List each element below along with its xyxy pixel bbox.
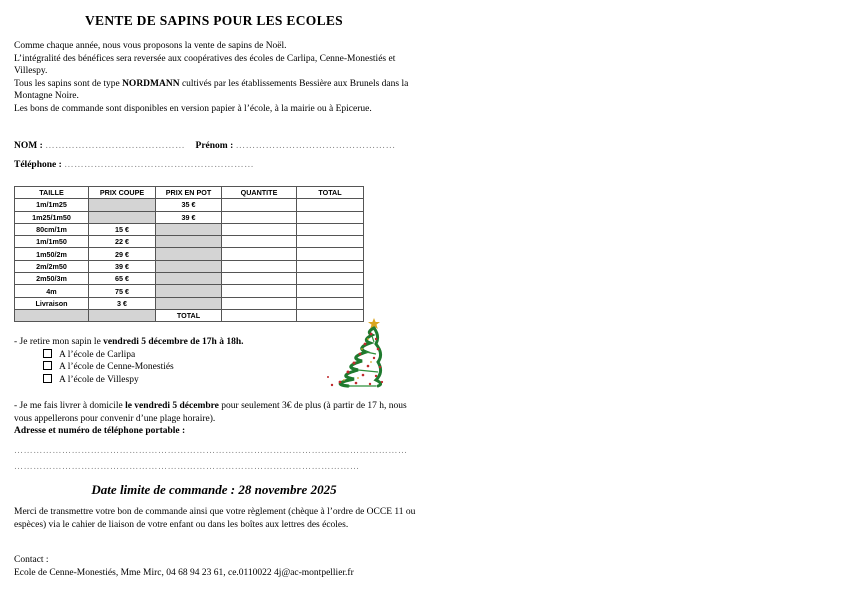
cell-total-quantite[interactable] bbox=[222, 309, 297, 321]
closing-text: Merci de transmettre votre bon de commande ainsi que votre règlement (chèque à l’ordre de OCCE 11 ou espèces) via le cahier de liaison de votre enfant ou dans les boîtes aux lettres des écoles. bbox=[14, 507, 416, 530]
cell-taille: 2m50/3m bbox=[15, 273, 89, 285]
cell-quantite[interactable] bbox=[222, 273, 297, 285]
contact-section bbox=[14, 554, 434, 579]
tel-field[interactable]: ………………………………………………… bbox=[64, 160, 255, 170]
cell-coupe: 3 € bbox=[89, 297, 156, 309]
pickup-date: vendredi 5 décembre de 17h à 18h. bbox=[103, 337, 244, 347]
cell-quantite[interactable] bbox=[222, 248, 297, 260]
delivery-date: le vendredi 5 décembre bbox=[125, 401, 219, 411]
cell-quantite[interactable] bbox=[222, 285, 297, 297]
cell-coupe: 29 € bbox=[89, 248, 156, 260]
intro-line-1: Comme chaque année, nous vous proposons la vente de sapins de Noël. bbox=[14, 41, 287, 51]
checkbox-icon[interactable] bbox=[43, 374, 52, 383]
order-table bbox=[14, 186, 364, 322]
checkbox-icon[interactable] bbox=[43, 349, 52, 358]
table-header-row bbox=[15, 187, 364, 199]
table-row bbox=[15, 260, 364, 272]
intro-line-2: L’intégralité des bénéfices sera reversée aux coopératives des écoles de Carlipa, Cenne-Monestiés et Villespy. bbox=[14, 53, 396, 77]
nom-label: NOM : bbox=[14, 141, 43, 151]
cell-empty bbox=[15, 309, 89, 321]
delivery-line bbox=[14, 400, 414, 425]
cell-taille: 4m bbox=[15, 285, 89, 297]
cell-coupe: 65 € bbox=[89, 273, 156, 285]
name-row bbox=[14, 141, 396, 151]
christmas-tree-icon bbox=[318, 314, 386, 390]
address-label bbox=[14, 425, 414, 438]
phone-row bbox=[14, 160, 254, 170]
cell-pot: 35 € bbox=[156, 199, 222, 211]
cell-quantite[interactable] bbox=[222, 260, 297, 272]
table-row bbox=[15, 248, 364, 260]
cell-total[interactable] bbox=[297, 285, 364, 297]
contact-label: Contact : bbox=[14, 555, 49, 565]
delivery-post: pour seulement 3€ de plus (à partir de 17 h, nous vous appellerons pour convenir d’une plage horaire). bbox=[14, 401, 407, 424]
cell-empty bbox=[89, 309, 156, 321]
cell-pot: 39 € bbox=[156, 211, 222, 223]
checkbox-icon[interactable] bbox=[43, 361, 52, 370]
table-row bbox=[15, 273, 364, 285]
cell-total[interactable] bbox=[297, 211, 364, 223]
cell-total[interactable] bbox=[297, 236, 364, 248]
table-row bbox=[15, 285, 364, 297]
intro-line-3 bbox=[14, 78, 414, 103]
cell-quantite[interactable] bbox=[222, 199, 297, 211]
intro-line-3-post: cultivés par les établissements Bessière aux Brunels dans la Montagne Noire. bbox=[14, 78, 409, 102]
header-total: TOTAL bbox=[297, 187, 364, 199]
cell-coupe: 39 € bbox=[89, 260, 156, 272]
header-quantite: QUANTITE bbox=[222, 187, 297, 199]
intro-text bbox=[14, 40, 414, 116]
cell-pot bbox=[156, 223, 222, 235]
cell-taille: Livraison bbox=[15, 297, 89, 309]
deadline-heading: Date limite de commande : 28 novembre 2025 bbox=[91, 482, 337, 497]
page-title: VENTE DE SAPINS POUR LES ECOLES bbox=[85, 13, 343, 28]
intro-line-3-pre: Tous les sapins sont de type bbox=[14, 78, 123, 89]
header-prix-pot: PRIX EN POT bbox=[156, 187, 222, 199]
prenom-field[interactable]: ………………………………………… bbox=[235, 141, 396, 151]
table-row bbox=[15, 297, 364, 309]
header-prix-coupe: PRIX COUPE bbox=[89, 187, 156, 199]
nordmann-label: NORDMANN bbox=[122, 78, 180, 89]
cell-taille: 1m/1m25 bbox=[15, 199, 89, 211]
cell-total[interactable] bbox=[297, 297, 364, 309]
prenom-label: Prénom : bbox=[195, 141, 234, 151]
cell-coupe bbox=[89, 211, 156, 223]
cell-pot bbox=[156, 260, 222, 272]
cell-taille: 1m50/2m bbox=[15, 248, 89, 260]
cell-quantite[interactable] bbox=[222, 223, 297, 235]
cell-taille: 1m25/1m50 bbox=[15, 211, 89, 223]
table-row bbox=[15, 211, 364, 223]
cell-total[interactable] bbox=[297, 248, 364, 260]
option-label: A l’école de Carlipa bbox=[59, 349, 136, 360]
option-label: A l’école de Villespy bbox=[59, 374, 139, 385]
nom-field[interactable]: …………………………………… bbox=[45, 141, 186, 151]
cell-quantite[interactable] bbox=[222, 211, 297, 223]
address-field-1[interactable]: …………………………………………………………………………………………………………… bbox=[14, 445, 408, 455]
cell-taille: 1m/1m50 bbox=[15, 236, 89, 248]
cell-coupe: 15 € bbox=[89, 223, 156, 235]
table-row bbox=[15, 199, 364, 211]
pickup-pre: - Je retire mon sapin le bbox=[14, 337, 104, 347]
address-label-text: Adresse et numéro de téléphone portable : bbox=[14, 426, 186, 437]
table-row bbox=[15, 223, 364, 235]
cell-coupe bbox=[89, 199, 156, 211]
cell-pot bbox=[156, 248, 222, 260]
delivery-section bbox=[14, 400, 414, 438]
address-field-2[interactable]: ……………………………………………………………………………………………… bbox=[14, 461, 360, 471]
cell-coupe: 75 € bbox=[89, 285, 156, 297]
cell-pot bbox=[156, 297, 222, 309]
cell-pot bbox=[156, 236, 222, 248]
table-row bbox=[15, 236, 364, 248]
cell-quantite[interactable] bbox=[222, 236, 297, 248]
cell-total[interactable] bbox=[297, 273, 364, 285]
cell-taille: 2m/2m50 bbox=[15, 260, 89, 272]
intro-line-4: Les bons de commande sont disponibles en version papier à l’école, à la mairie ou à Epicerue. bbox=[14, 103, 372, 114]
cell-taille: 80cm/1m bbox=[15, 223, 89, 235]
cell-coupe: 22 € bbox=[89, 236, 156, 248]
header-taille: TAILLE bbox=[15, 187, 89, 199]
cell-total[interactable] bbox=[297, 260, 364, 272]
table-total-row bbox=[15, 309, 364, 321]
delivery-pre: - Je me fais livrer à domicile bbox=[14, 401, 126, 411]
cell-quantite[interactable] bbox=[222, 297, 297, 309]
contact-text: Ecole de Cenne-Monestiés, Mme Mirc, 04 68 94 23 61, ce.0110022 4j@ac-montpellier.fr bbox=[14, 567, 354, 578]
tel-label: Téléphone : bbox=[14, 160, 62, 170]
total-label: TOTAL bbox=[156, 309, 222, 321]
cell-total[interactable] bbox=[297, 199, 364, 211]
cell-total[interactable] bbox=[297, 223, 364, 235]
cell-pot bbox=[156, 285, 222, 297]
option-label: A l’école de Cenne-Monestiés bbox=[59, 362, 174, 373]
cell-pot bbox=[156, 273, 222, 285]
